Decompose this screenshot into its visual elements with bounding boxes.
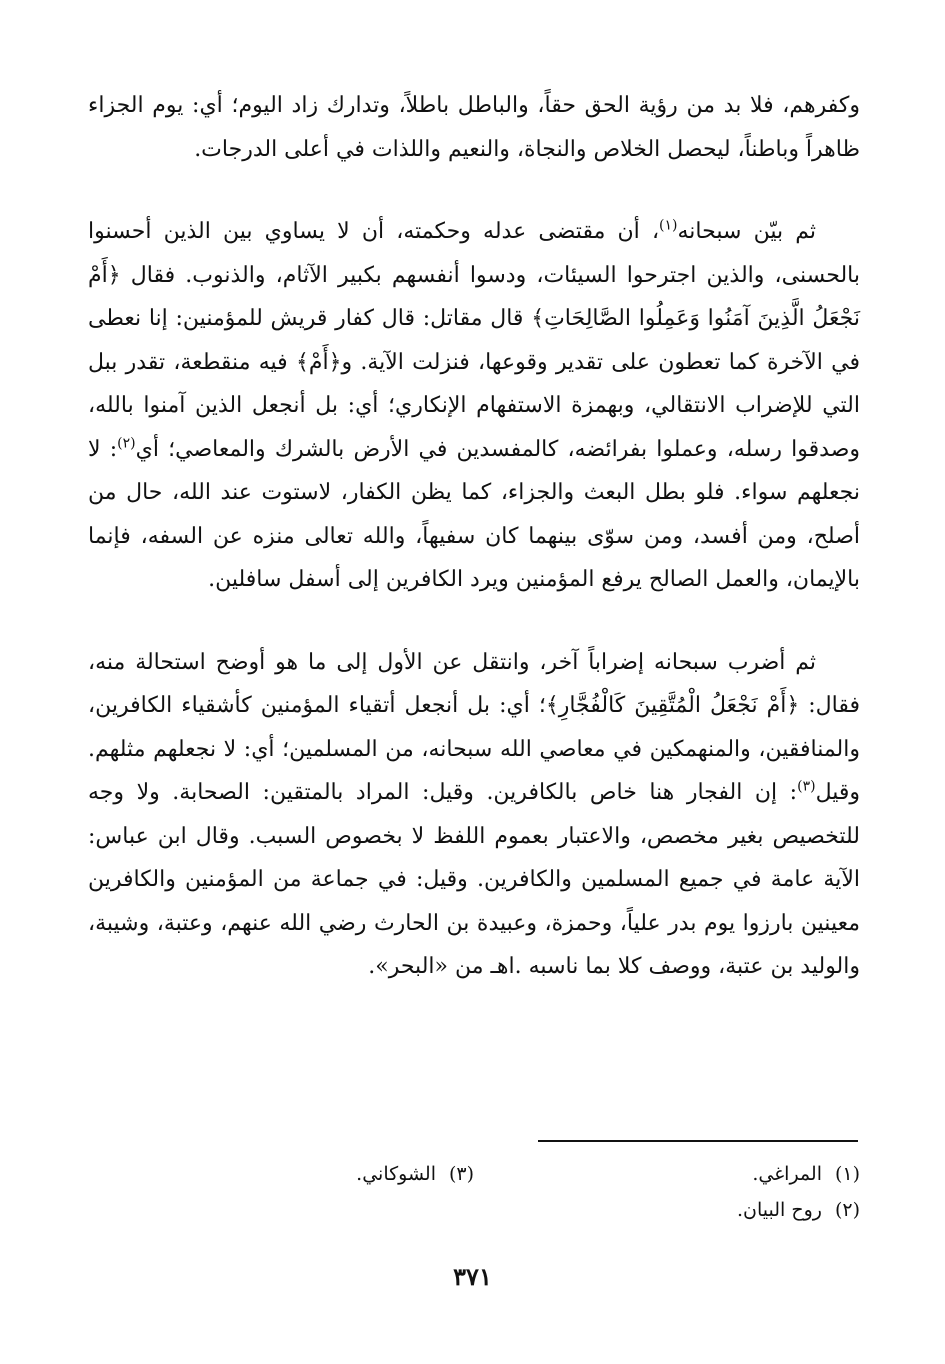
paragraph-2 <box>88 210 860 602</box>
paragraph-spacer <box>88 602 860 641</box>
footnote-row <box>88 1192 860 1228</box>
footnotes <box>88 1156 860 1228</box>
paragraph-2-part-b: ، أن مقتضى عدله وحكمته، أن لا يساوي بين الذين أحسنوا بالحسنى، والذين اجترحوا السيئات، ودسوا أنفسهم بكبير الآثام، والذنوب. فقال <box>88 219 860 288</box>
footnote-text: المراغي. <box>752 1163 822 1185</box>
quran-quote: ﴿أَمْ نَجْعَلُ الَّذِينَ آمَنُوا وَعَمِلُوا الصَّالِحَاتِ﴾ <box>88 262 860 331</box>
paragraph-1 <box>88 84 860 171</box>
footnote-text: روح البيان. <box>737 1199 822 1221</box>
page-number: ٣٧١ <box>453 1262 492 1291</box>
footnote-text: الشوكاني. <box>356 1163 436 1185</box>
quran-quote: ﴿أَمْ﴾ <box>295 349 342 375</box>
quran-quote: ﴿أَمْ نَجْعَلُ الْمُتَّقِينَ كَالْفُجَّارِ﴾ <box>545 693 800 718</box>
footnote-ref-1: (١) <box>659 217 678 234</box>
paragraph-3-part-a: ثم أضرب سبحانه إضراباً آخر، وانتقل عن الأول إلى ما هو أوضح استحالة منه، فقال: <box>88 649 860 718</box>
paragraph-spacer <box>88 171 860 210</box>
main-text <box>88 84 860 989</box>
paragraph-2-part-e: : لا نجعلهم سواء. فلو بطل البعث والجزاء، كما يظن الكفار، لاستوت عند الله، حال من أصلح، ومن أفسد، ومن سوّى بينهما كان سفيهاً، والله تعالى منزه عن السفه، فإنما بالإيمان، والعمل الصالح يرفع المؤمنين ويرد الكافرين إلى أسفل سافلين. <box>88 436 860 592</box>
footnote-ref-2: (٢) <box>117 435 136 452</box>
footnote-row <box>88 1156 860 1192</box>
paragraph-2-part-c: قال مقاتل: قال كفار قريش للمؤمنين: إنا نعطى في الآخرة كما تعطون على تقدير وقوعها، فنزلت الآية. و <box>88 306 860 375</box>
footnote-3 <box>88 1156 474 1192</box>
footnote-1 <box>474 1156 860 1192</box>
paragraph-3 <box>88 641 860 989</box>
paragraph-3-part-c: : إن الفجار هنا خاص بالكافرين. وقيل: المراد بالمتقين: الصحابة. ولا وجه للتخصيص بغير مخصص، والاعتبار بعموم اللفظ لا بخصوص السبب. وقال ابن عباس: الآية عامة في جميع المسلمين والكافرين. وقيل: في جماعة من المؤمنين والكافرين معينين بارزوا يوم بدر علياً، وحمزة، وعبيدة بن الحارث رضي الله عنهم، وعتبة، وشيبة، والوليد بن عتبة، ووصف كلا بما ناسبه .اهـ من «البحر». <box>88 780 860 979</box>
footnote-ref-3: (٣) <box>797 778 816 795</box>
paragraph-3-part-b: ؛ أي: بل أنجعل أتقياء المؤمنين كأشقياء الكافرين، والمنافقين، والمنهمكين في معاصي الله سبحانه، من المسلمين؛ أي: لا نجعلهم مثلهم. وقيل <box>88 693 861 805</box>
footnote-number: (١) <box>834 1163 860 1185</box>
footnote-2 <box>468 1192 860 1228</box>
footnote-number: (٣) <box>448 1163 474 1185</box>
footnote-number: (٢) <box>834 1199 860 1221</box>
paragraph-2-part-d: فيه منقطعة، تقدر ببل التي للإضراب الانتقالي، وبهمزة الاستفهام الإنكاري؛ أي: بل أنجعل الذين آمنوا بالله، وصدقوا رسله، وعملوا بفرائضه، كالمفسدين في الأرض بالشرك والمعاصي؛ أي <box>88 349 861 462</box>
footnote-divider <box>538 1140 858 1142</box>
paragraph-1-text: وكفرهم، فلا بد من رؤية الحق حقاً، والباطل باطلاً، وتدارك زاد اليوم؛ أي: يوم الجزاء ظاهراً وباطناً، ليحصل الخلاص والنجاة، والنعيم واللذات في أعلى الدرجات. <box>88 93 860 162</box>
paragraph-2-part-a: ثم بيّن سبحانه <box>677 219 817 244</box>
